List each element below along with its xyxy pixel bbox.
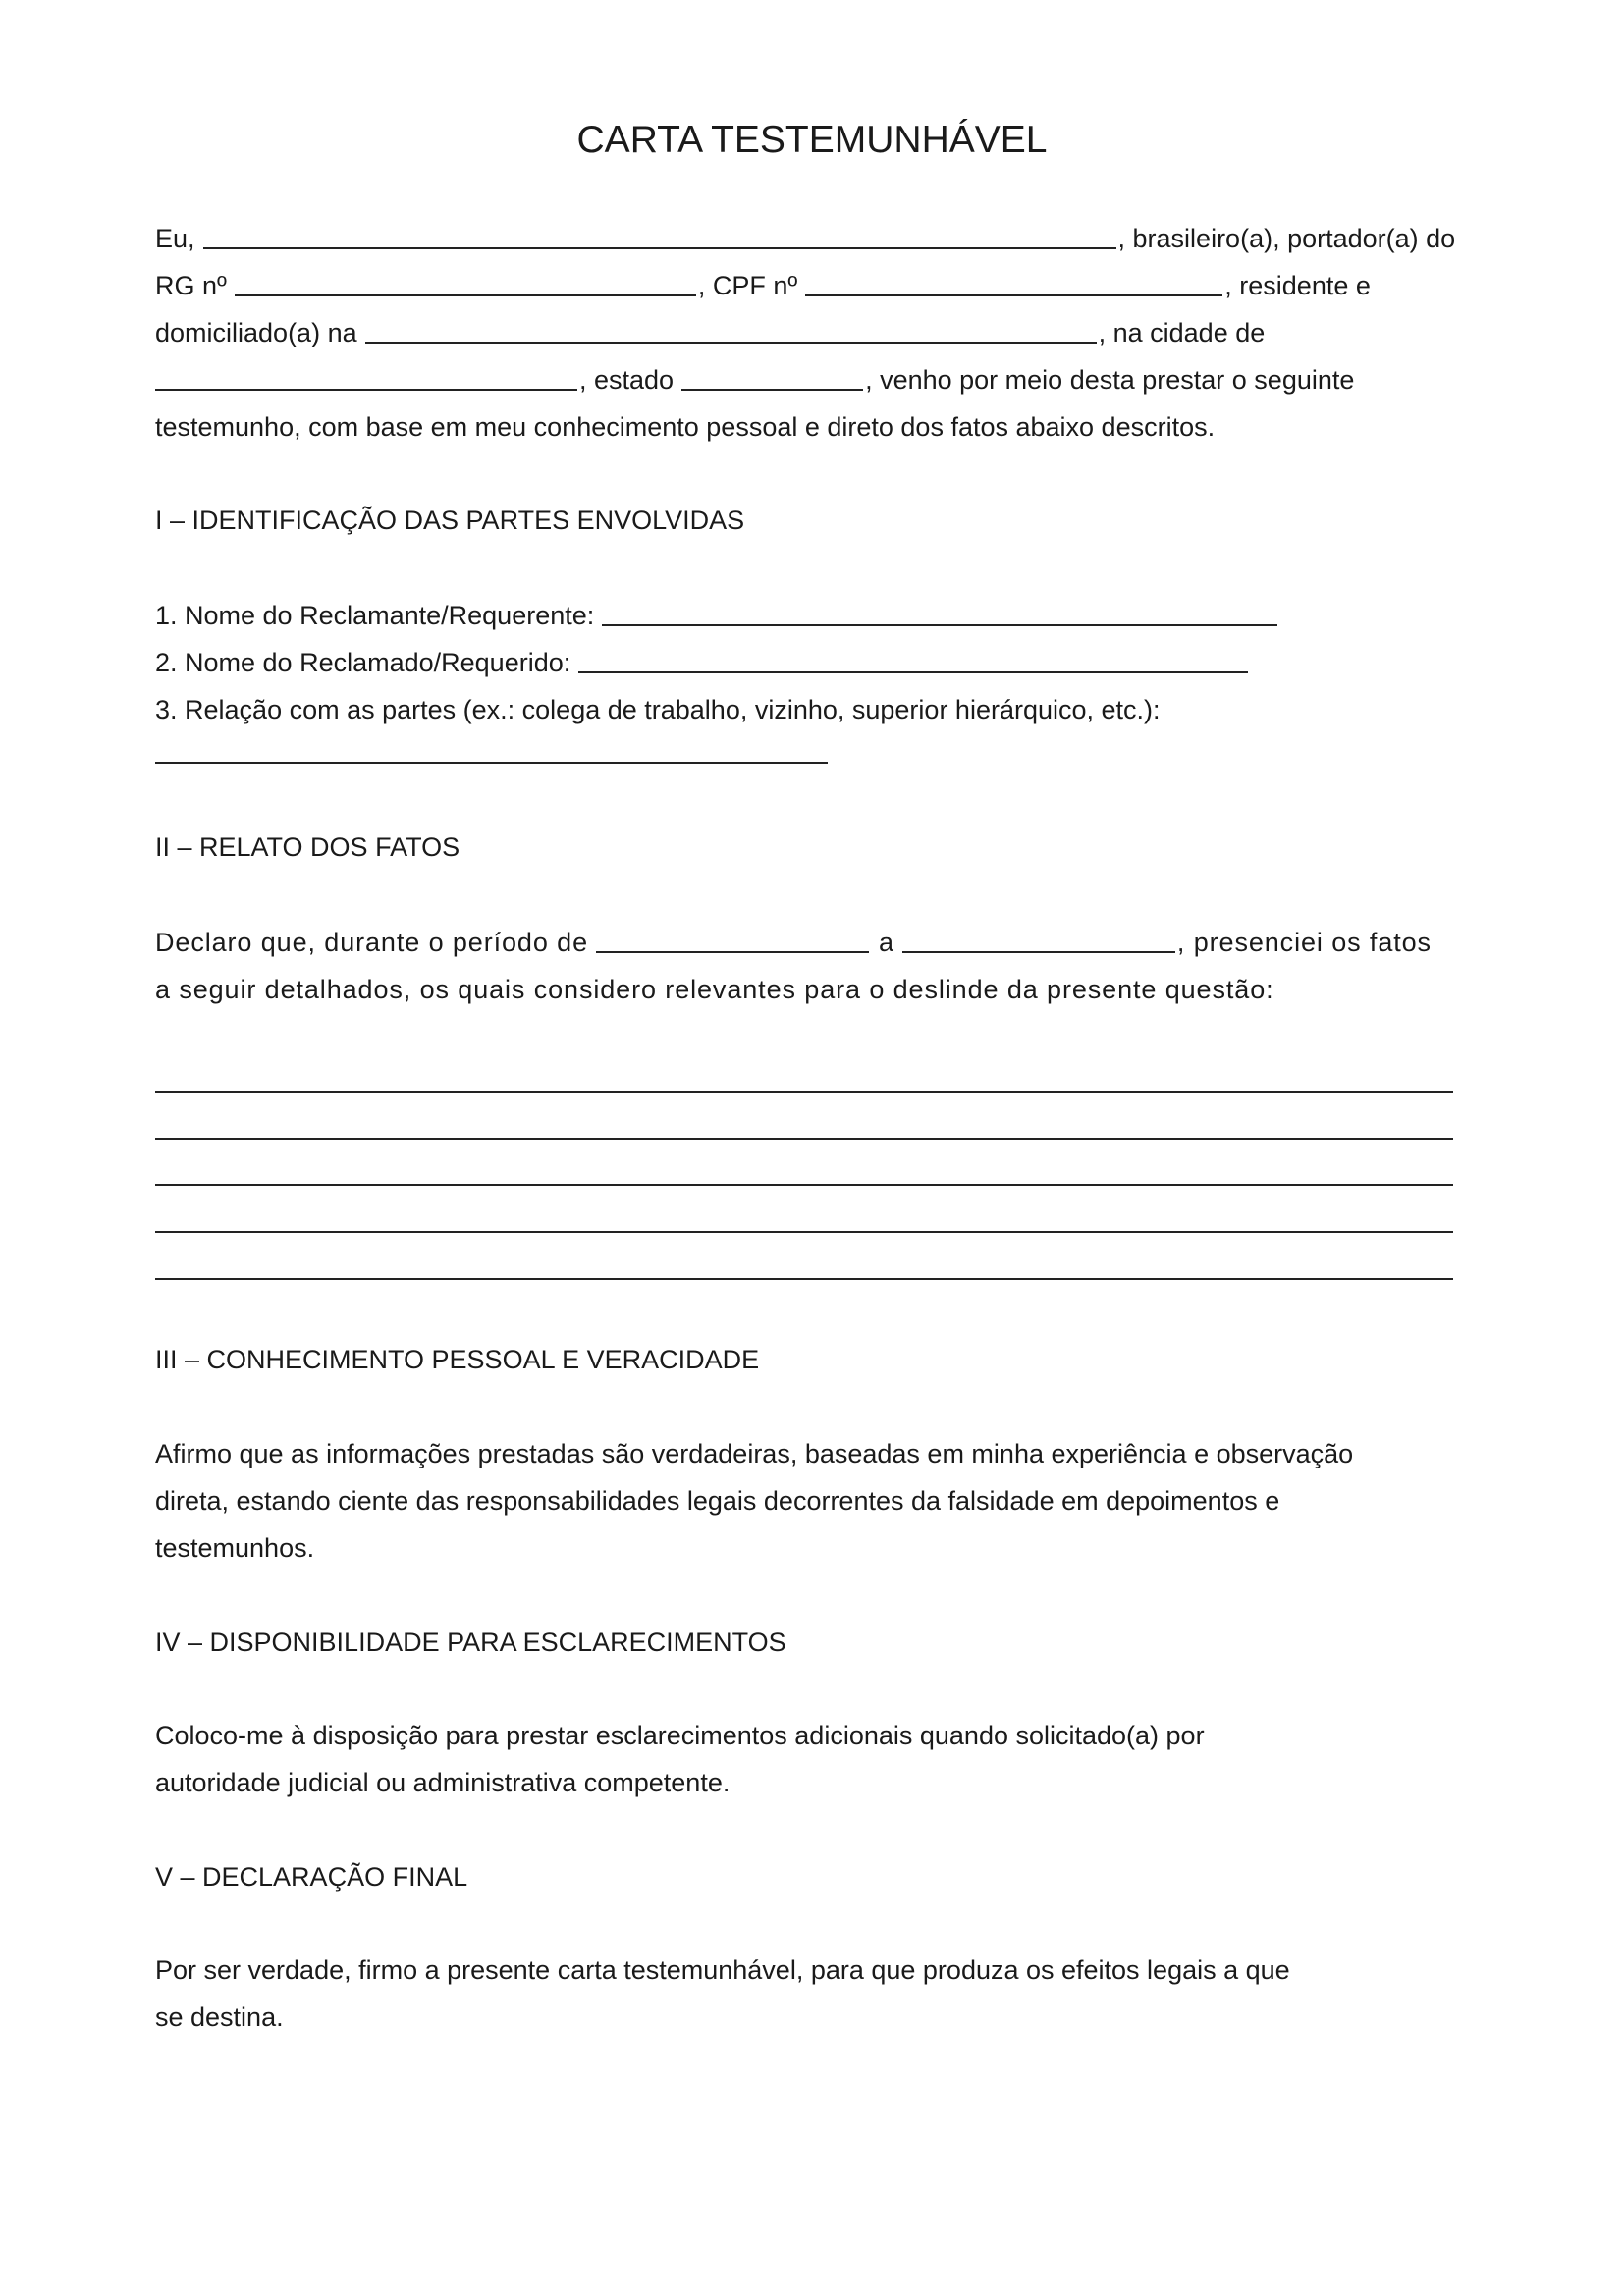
- state-blank[interactable]: [681, 389, 863, 391]
- intro-line-3: [155, 306, 1265, 353]
- intro-line-5: [155, 400, 1215, 448]
- respondent-name-line: [155, 636, 1250, 683]
- relationship-blank[interactable]: [155, 762, 828, 764]
- body-line: Afirmo que as informações prestadas são verdadeiras, baseadas em minha experiência e observação: [155, 1439, 1354, 1468]
- section-3-body: [155, 1430, 1353, 1572]
- body-line: autoridade judicial ou administrativa competente.: [155, 1768, 731, 1797]
- intro-text: RG nº: [155, 271, 227, 300]
- section-3-heading: III – CONHECIMENTO PESSOAL E VERACIDADE: [155, 1345, 760, 1374]
- intro-text: , brasileiro(a), portador(a) do: [1117, 224, 1456, 253]
- section-5-heading: V – DECLARAÇÃO FINAL: [155, 1862, 468, 1892]
- full-name-blank[interactable]: [203, 247, 1116, 249]
- page-title: CARTA TESTEMUNHÁVEL: [576, 119, 1048, 161]
- city-blank[interactable]: [155, 389, 577, 391]
- intro-line-2: [155, 259, 1371, 306]
- claimant-name-blank[interactable]: [602, 624, 1277, 626]
- body-line: direta, estando ciente das responsabilidades legais decorrentes da falsidade em depoimentos e: [155, 1486, 1280, 1516]
- intro-text: domiciliado(a) na: [155, 318, 357, 347]
- intro-text: , venho por meio desta prestar o seguinte: [865, 365, 1355, 395]
- section-4-heading: IV – DISPONIBILIDADE PARA ESCLARECIMENTOS: [155, 1628, 786, 1657]
- body-line: testemunhos.: [155, 1533, 315, 1563]
- intro-text: , estado: [579, 365, 675, 395]
- body-line: Coloco-me à disposição para prestar esclarecimentos adicionais quando solicitado(a) por: [155, 1721, 1205, 1750]
- claimant-name-label: 1. Nome do Reclamante/Requerente:: [155, 601, 595, 630]
- intro-text: , CPF nº: [697, 271, 798, 300]
- period-start-blank[interactable]: [596, 951, 869, 953]
- period-end-blank[interactable]: [902, 951, 1175, 953]
- intro-line-4: [155, 353, 1354, 400]
- cpf-number-blank[interactable]: [805, 294, 1222, 296]
- section-1-heading: I – IDENTIFICAÇÃO DAS PARTES ENVOLVIDAS: [155, 506, 745, 535]
- period-text: a: [879, 928, 894, 957]
- rg-number-blank[interactable]: [235, 294, 696, 296]
- intro-text: testemunho, com base em meu conhecimento pessoal e direto dos fatos abaixo descritos.: [155, 412, 1216, 442]
- facts-blank-line[interactable]: [155, 1278, 1453, 1280]
- body-line: se destina.: [155, 2002, 284, 2032]
- claimant-name-line: [155, 589, 1279, 636]
- intro-text: , na cidade de: [1098, 318, 1266, 347]
- facts-blank-line[interactable]: [155, 1138, 1453, 1140]
- facts-blank-line[interactable]: [155, 1091, 1453, 1093]
- intro-text: , residente e: [1224, 271, 1371, 300]
- intro-line-1: [155, 212, 1455, 259]
- relationship-line: [155, 683, 1161, 730]
- facts-blank-line[interactable]: [155, 1184, 1453, 1186]
- address-blank[interactable]: [365, 342, 1097, 344]
- section-4-body: [155, 1712, 1205, 1806]
- section-5-body: [155, 1947, 1290, 2041]
- period-text: , presenciei os fatos: [1176, 928, 1432, 957]
- respondent-name-label: 2. Nome do Reclamado/Requerido:: [155, 648, 571, 677]
- intro-text: Eu,: [155, 224, 195, 253]
- relationship-label: 3. Relação com as partes (ex.: colega de trabalho, vizinho, superior hierárquico, etc.):: [155, 695, 1161, 724]
- body-line: Por ser verdade, firmo a presente carta testemunhável, para que produza os efeitos legais a que: [155, 1955, 1290, 1985]
- period-text: a seguir detalhados, os quais considero relevantes para o deslinde da presente questão:: [155, 975, 1274, 1004]
- section-2-heading: II – RELATO DOS FATOS: [155, 832, 460, 862]
- facts-blank-line[interactable]: [155, 1231, 1453, 1233]
- period-text: Declaro que, durante o período de: [155, 928, 588, 957]
- period-line: [155, 916, 1432, 963]
- period-line-2: [155, 963, 1274, 1010]
- respondent-name-blank[interactable]: [578, 671, 1248, 673]
